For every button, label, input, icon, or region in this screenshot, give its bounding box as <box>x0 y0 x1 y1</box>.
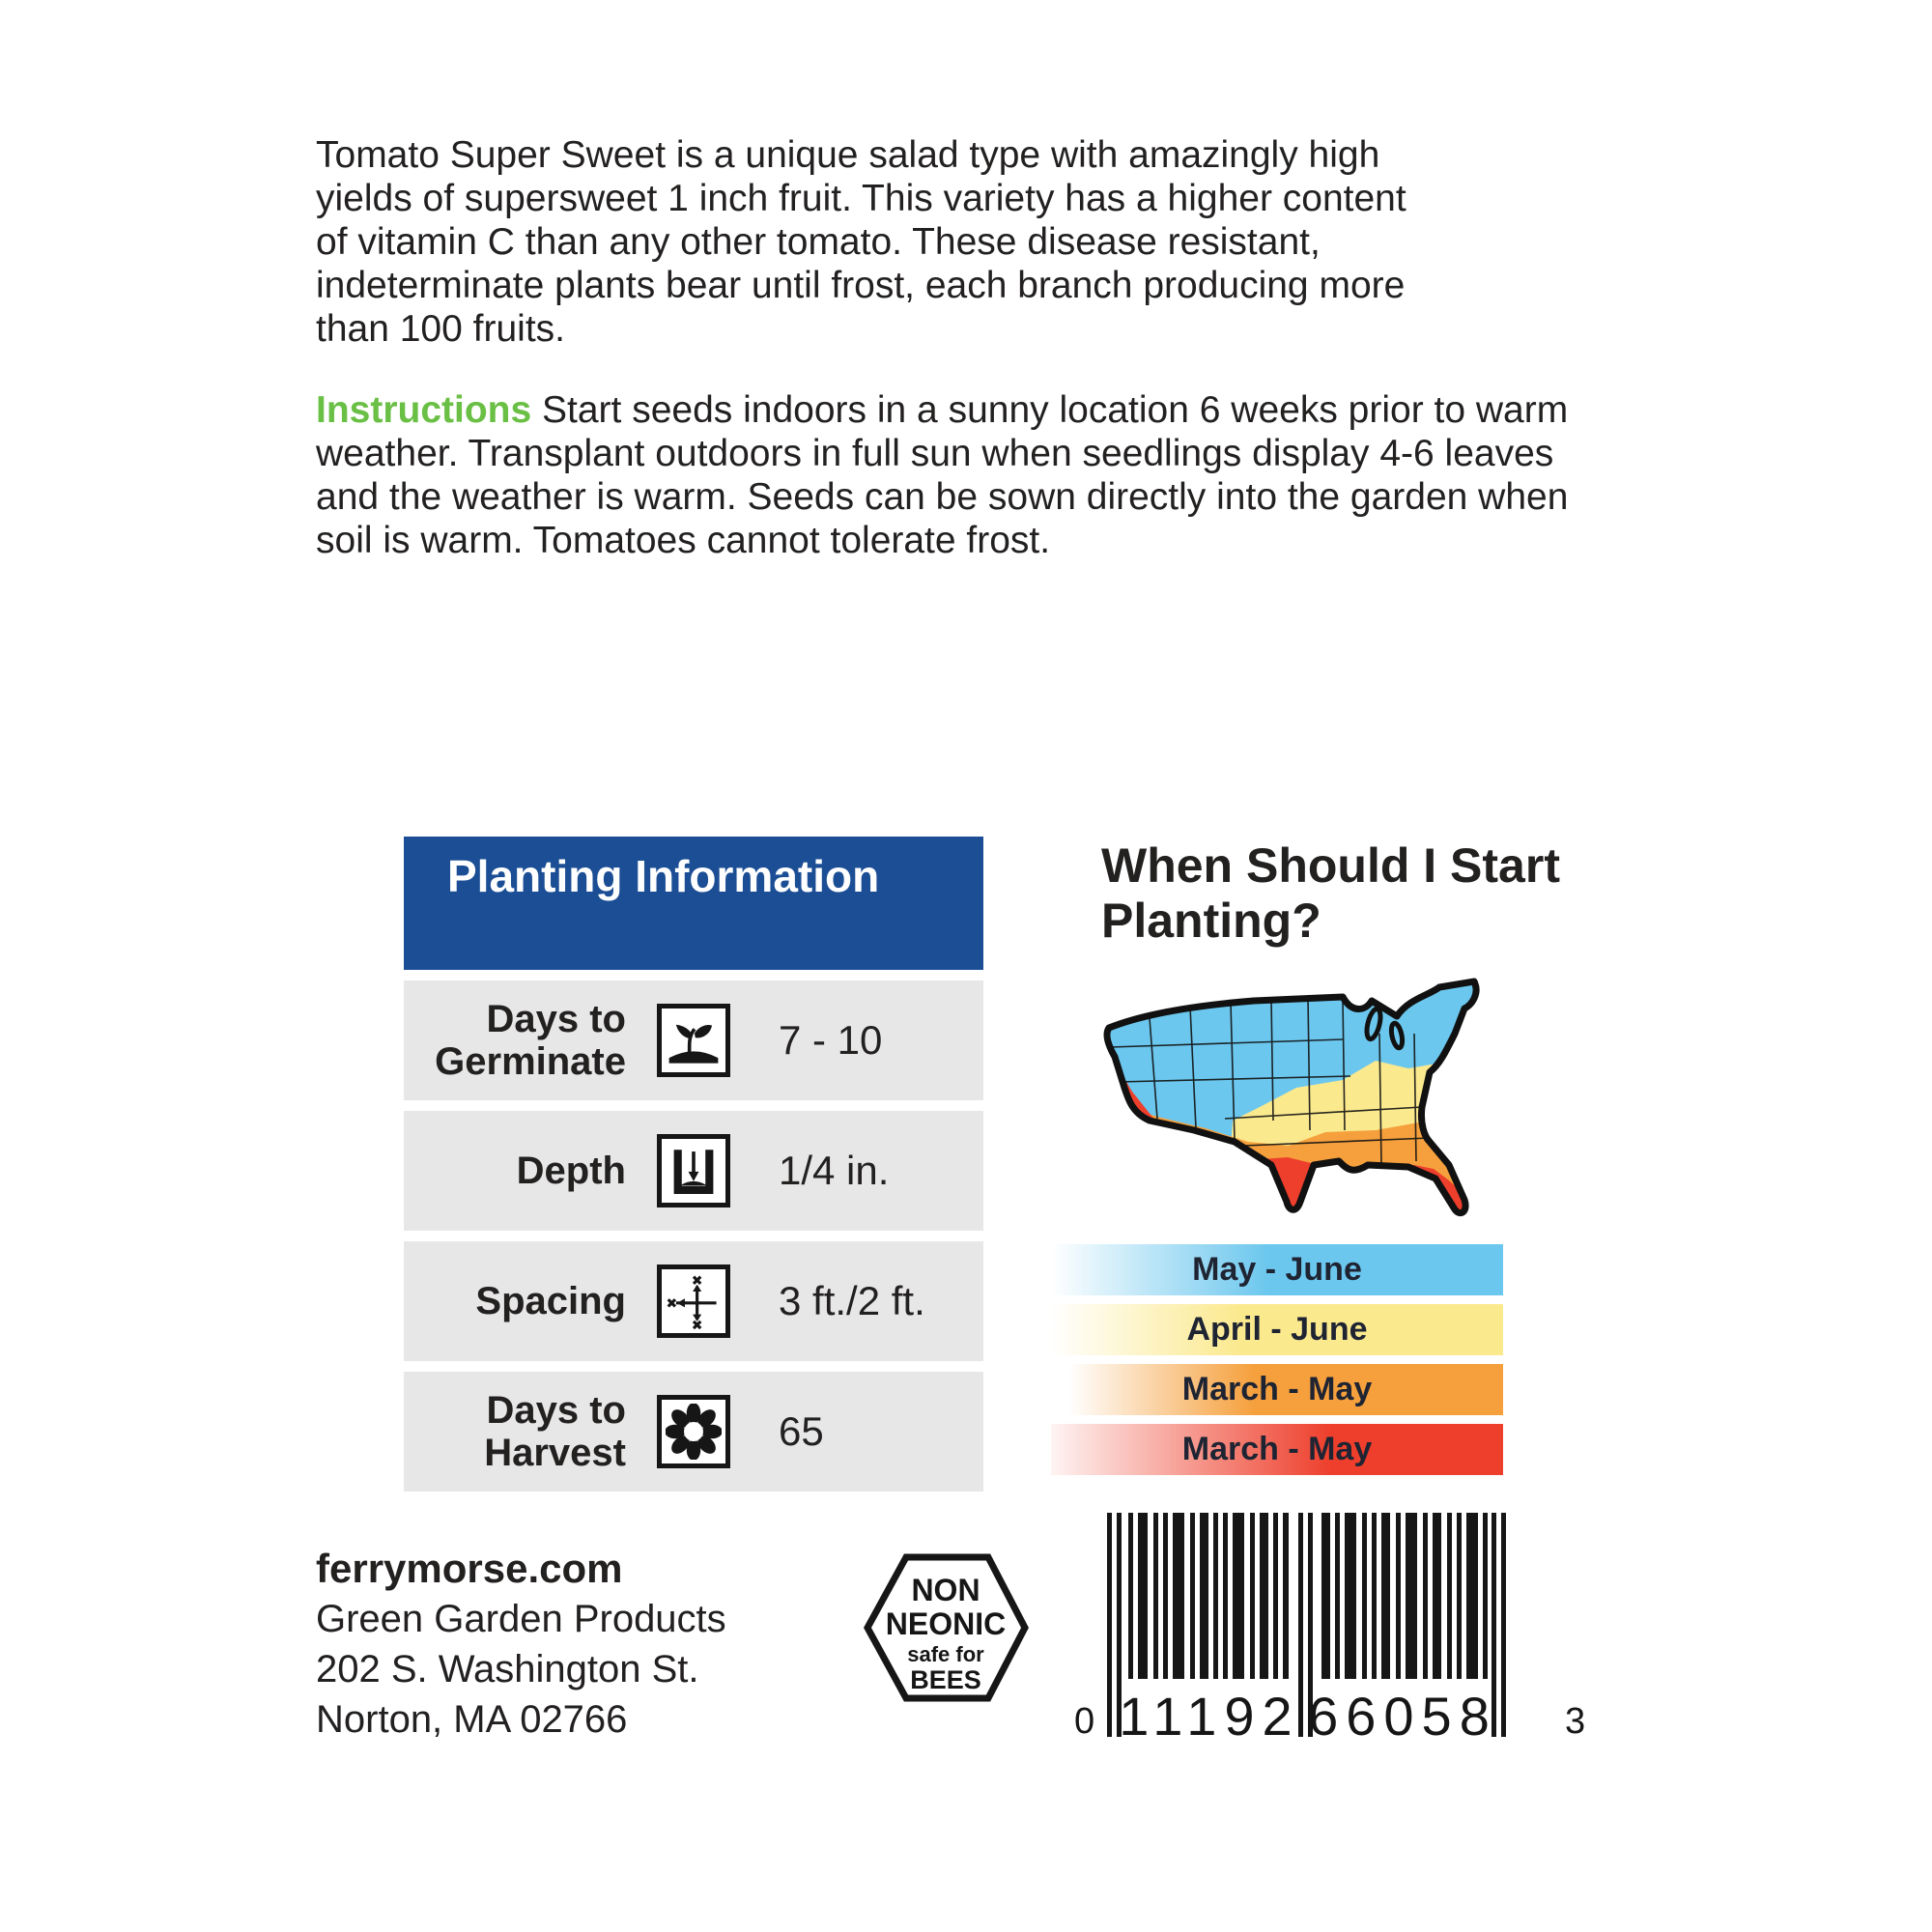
row-value: 65 <box>779 1408 824 1454</box>
planting-legend <box>1051 1244 1503 1484</box>
legend-bar-deep-south <box>1051 1424 1503 1475</box>
legend-bar-central <box>1051 1304 1503 1355</box>
instructions-paragraph <box>316 388 1601 562</box>
barcode-group-2: 66058 <box>1308 1686 1497 1745</box>
instructions-label: Instructions <box>316 389 532 431</box>
planting-information-table <box>404 837 983 1492</box>
non-neonic-badge <box>863 1552 1030 1703</box>
spacing-icon <box>657 1264 730 1338</box>
barcode-group-1: 11192 <box>1119 1686 1300 1745</box>
legend-label: March - May <box>1181 1371 1373 1407</box>
legend-label: May - June <box>1192 1251 1362 1288</box>
street-address: 202 S. Washington St. <box>316 1648 699 1690</box>
city-state-zip: Norton, MA 02766 <box>316 1698 628 1741</box>
row-label: Days to Germinate <box>435 998 626 1083</box>
planting-information-header: Planting Information <box>404 837 983 970</box>
row-label: Days to Harvest <box>484 1389 626 1474</box>
company-name: Green Garden Products <box>316 1598 726 1640</box>
legend-bar-north <box>1051 1244 1503 1295</box>
barcode-left-digit: 0 <box>1074 1701 1095 1742</box>
badge-line-3: safe for <box>907 1642 984 1666</box>
upc-barcode <box>1061 1513 1592 1745</box>
harvest-icon <box>657 1395 730 1468</box>
badge-line-4: BEES <box>910 1665 981 1694</box>
planting-map-title: When Should I Start Planting? <box>1101 838 1560 948</box>
row-value: 7 - 10 <box>779 1017 883 1063</box>
website-url: ferrymorse.com <box>316 1546 623 1591</box>
row-value: 3 ft./2 ft. <box>779 1278 925 1323</box>
legend-label: April - June <box>1186 1311 1368 1348</box>
row-value: 1/4 in. <box>779 1148 890 1193</box>
barcode-right-digit: 3 <box>1565 1701 1586 1742</box>
us-planting-zones-map <box>1090 976 1505 1240</box>
germinate-icon <box>657 1004 730 1077</box>
description-paragraph: Tomato Super Sweet is a unique salad type with amazingly high yields of supersweet 1 inch fruit. This variety has a higher content of vitamin C than any other tomato. These disease resistant, indeterminate plants bear until frost, each branch producing more than 100 fruits. <box>316 134 1406 350</box>
table-row-depth <box>404 1111 983 1231</box>
row-label: Depth <box>516 1150 626 1192</box>
table-row-days-to-harvest <box>404 1372 983 1492</box>
badge-line-1: NON <box>911 1573 980 1607</box>
depth-icon <box>657 1134 730 1208</box>
row-label: Spacing <box>475 1280 626 1322</box>
badge-line-2: NEONIC <box>885 1606 1007 1641</box>
instructions-text: Start seeds indoors in a sunny location 6 weeks prior to warm weather. Transplant outdoors in full sun when seedlings display 4-6 leaves and the weather is warm. Seeds can be sown directly into the garden when soil is warm. Tomatoes cannot tolerate frost. <box>316 389 1569 561</box>
table-row-days-to-germinate <box>404 980 983 1100</box>
legend-bar-south <box>1051 1364 1503 1415</box>
legend-label: March - May <box>1181 1431 1373 1467</box>
table-row-spacing <box>404 1241 983 1361</box>
company-address-block <box>316 1544 726 1745</box>
